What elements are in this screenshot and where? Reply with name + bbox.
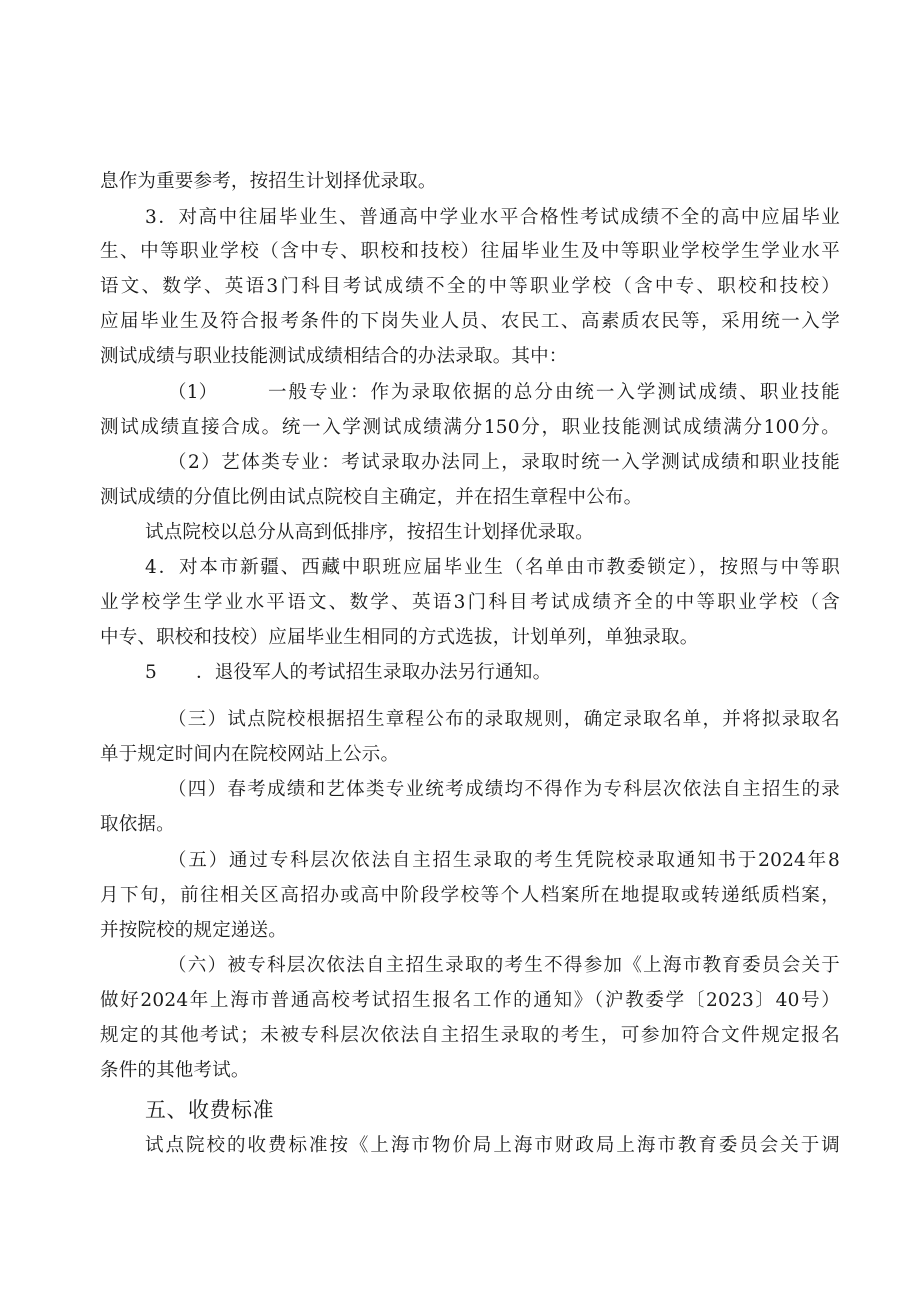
paragraph-line: 月下旬，前往相关区高招办或高中阶段学校等个人档案所在地提取或转递纸质档案， bbox=[100, 885, 840, 906]
paragraph-line: （五）通过专科层次依法自主招生录取的考生凭院校录取通知书于2024年8 bbox=[168, 850, 840, 871]
paragraph-line: 业学校学生学业水平语文、数学、英语3门科目考试成绩齐全的中等职业学校（含 bbox=[100, 592, 840, 613]
paragraph-line: 测试成绩直接合成。统一入学测试成绩满分150分，职业技能测试成绩满分100分。 bbox=[100, 417, 840, 438]
paragraph-line: 测试成绩的分值比例由试点院校自主确定，并在招生章程中公布。 bbox=[100, 487, 643, 508]
paragraph-line: 生、中等职业学校（含中专、职校和技校）往届毕业生及中等职业学校学生学业水平 bbox=[100, 241, 840, 262]
paragraph-line: 语文、数学、英语3门科目考试成绩不全的中等职业学校（含中专、职校和技校） bbox=[100, 276, 840, 297]
paragraph-line: 息作为重要参考，按招生计划择优录取。 bbox=[100, 171, 437, 192]
paragraph-line: 测试成绩与职业技能测试成绩相结合的办法录取。其中： bbox=[100, 346, 568, 367]
paragraph-line: 条件的其他考试。 bbox=[100, 1060, 250, 1081]
paragraph-line: （2）艺体类专业：考试录取办法同上，录取时统一入学测试成绩和职业技能 bbox=[168, 452, 840, 473]
paragraph-line: （四）春考成绩和艺体类专业统考成绩均不得作为专科层次依法自主招生的录 bbox=[168, 779, 840, 800]
list-marker: 5 bbox=[145, 662, 157, 683]
paragraph-line: 做好2024年上海市普通高校考试招生报名工作的通知》（沪教委学〔2023〕40号） bbox=[100, 990, 840, 1011]
paragraph-line: 应届毕业生及符合报考条件的下岗失业人员、农民工、高素质农民等，采用统一入学 bbox=[100, 311, 840, 332]
section-heading: 五、收费标准 bbox=[145, 1098, 274, 1122]
paragraph-line: 取依据。 bbox=[100, 814, 175, 835]
paragraph-line: 中专、职校和技校）应届毕业生相同的方式选拔，计划单列，单独录取。 bbox=[100, 627, 699, 648]
paragraph-line: 试点院校的收费标准按《上海市物价局上海市财政局上海市教育委员会关于调 bbox=[145, 1135, 840, 1156]
list-marker: （1） bbox=[168, 382, 218, 403]
paragraph-line: 单于规定时间内在院校网站上公示。 bbox=[100, 744, 400, 765]
paragraph-line: 一般专业：作为录取依据的总分由统一入学测试成绩、职业技能 bbox=[268, 382, 840, 403]
paragraph-line: 3．对高中往届毕业生、普通高中学业水平合格性考试成绩不全的高中应届毕业 bbox=[145, 207, 840, 228]
paragraph-line: （三）试点院校根据招生章程公布的录取规则，确定录取名单，并将拟录取名 bbox=[168, 709, 840, 730]
paragraph-line: 并按院校的规定递送。 bbox=[100, 920, 288, 941]
paragraph-line: 试点院校以总分从高到低排序，按招生计划择优录取。 bbox=[145, 522, 594, 543]
paragraph-line: 4．对本市新疆、西藏中职班应届毕业生（名单由市教委锁定），按照与中等职 bbox=[145, 557, 840, 578]
paragraph-line: ．退役军人的考试招生录取办法另行通知。 bbox=[196, 662, 552, 683]
paragraph-line: 规定的其他考试；未被专科层次依法自主招生录取的考生，可参加符合文件规定报名 bbox=[100, 1025, 840, 1046]
paragraph-line: （六）被专科层次依法自主招生录取的考生不得参加《上海市教育委员会关于 bbox=[168, 955, 840, 976]
